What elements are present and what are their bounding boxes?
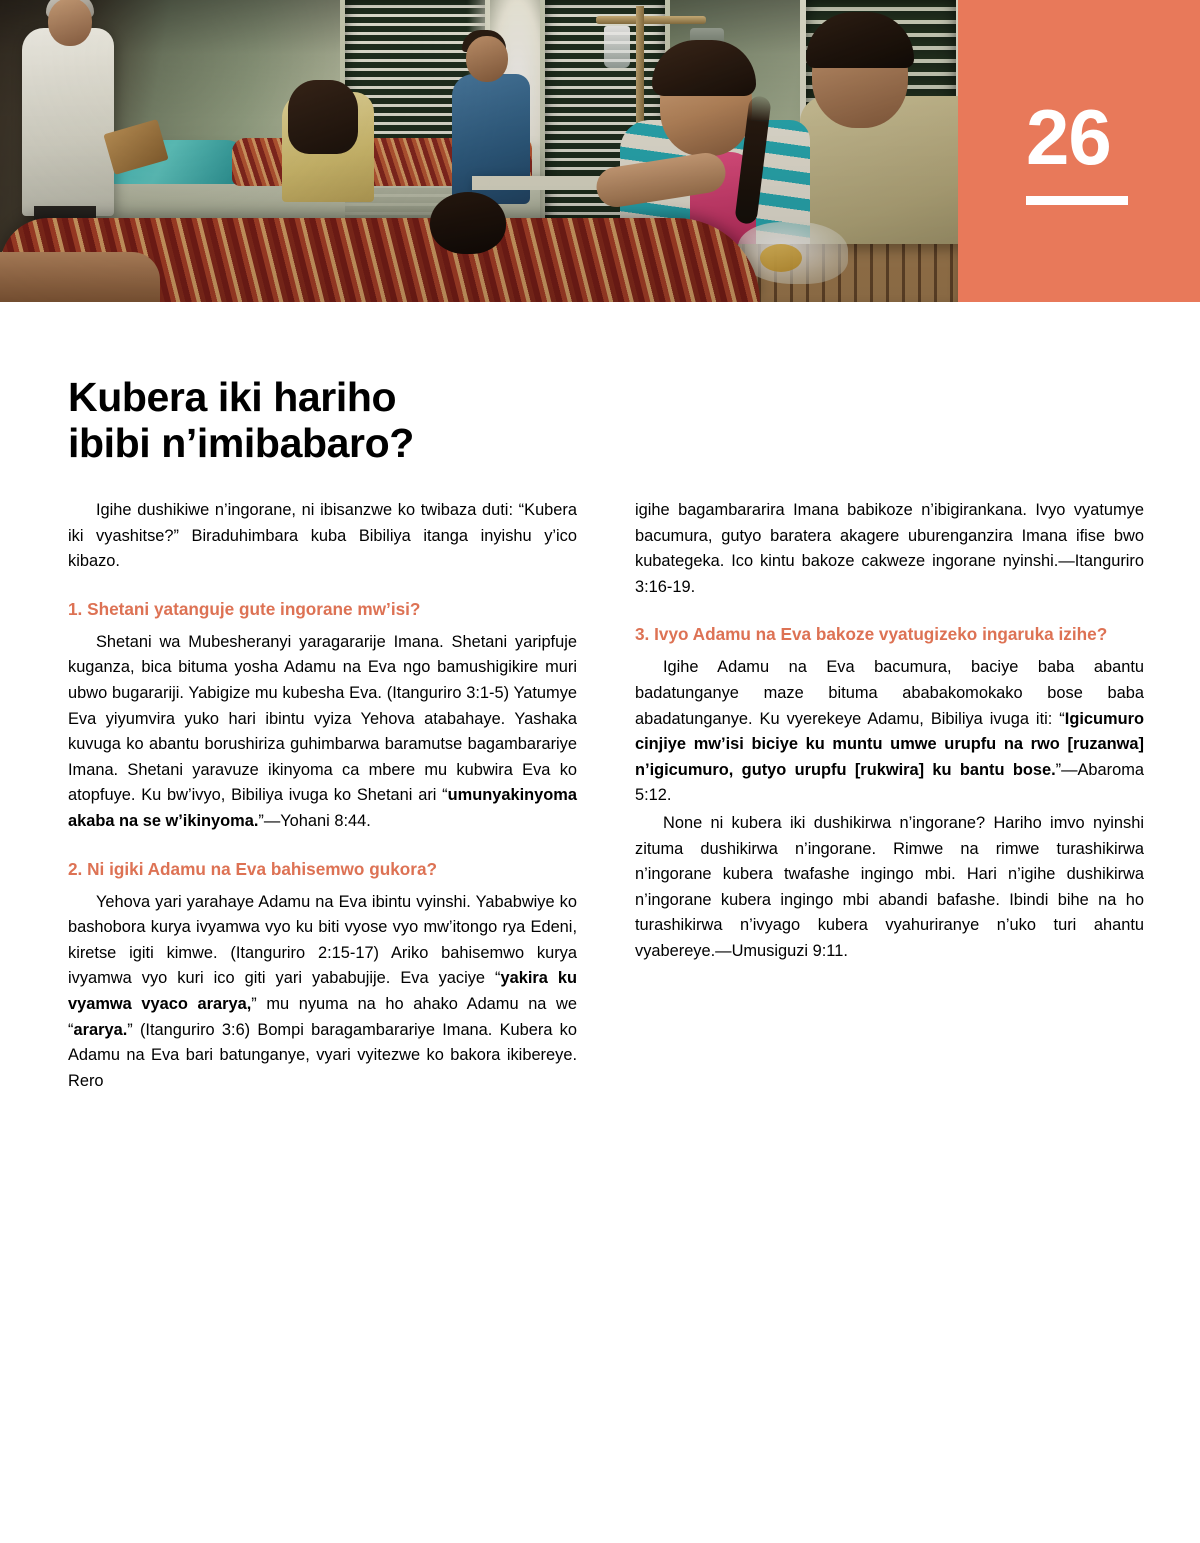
section-2-quote-2: ararya. xyxy=(73,1020,128,1039)
section-2-text-part-2: ” mu nyuma na ho ahako Adamu na we “ xyxy=(68,994,577,1039)
article-columns xyxy=(68,498,1144,1096)
section-1-scripture-quote: umunyakinyoma akaba na se w’ikinyoma. xyxy=(68,786,577,830)
page-title-line-2: ibibi n’imibabaro? xyxy=(68,420,414,467)
section-1-citation: ”—Yohani 8:44. xyxy=(258,811,371,830)
section-1-paragraph xyxy=(68,630,577,835)
section-2-quote-1: yakira ku vyamwa vyaco ararya, xyxy=(68,969,578,1013)
section-1-heading xyxy=(68,597,577,622)
section-3-number: 3. xyxy=(635,624,650,645)
section-2-continuation-paragraph: igihe bagambararira Imana babikoze n’ibigirankana. Ivyo vyatumye bacumura, gutyo baratera akagere uburenganzira Imana ifise bwo kubategeka. Ico kintu bakoze cakweze ingorane nyinshi.—Itanguriro 3:16-19. xyxy=(635,501,1144,596)
section-3-paragraph xyxy=(635,655,1144,809)
left-column xyxy=(68,498,577,1096)
section-3-citation: ”—Abaroma 5:12. xyxy=(635,760,1144,805)
section-2-heading-text: Ni igiki Adamu na Eva bahisemwo gukora? xyxy=(87,858,438,879)
section-2-paragraph xyxy=(68,890,577,1095)
section-2-heading xyxy=(68,857,577,882)
page-number-badge xyxy=(958,0,1200,302)
section-3-closing-paragraph: None ni kubera iki dushikirwa n’ingorane? Hariho imvo nyinshi zituma dushikirwa n’ingorane. Rimwe na rimwe turashikirwa n’ingorane kubera twafashe ingingo mbi. Hari n’igihe dushikirwa n’ingorane kubera ingingo mbi abandi bafashe. Ibindi bihe na ho turashikirwa n’ivyago kubera vyahuriranye n’uko turi ahantu vyabereye.—Umusiguzi 9:11. xyxy=(635,813,1144,960)
section-3-heading xyxy=(635,622,1144,647)
section-3-heading-text-line-2: ingaruka izihe? xyxy=(982,624,1108,645)
section-1-heading-text: Shetani yatanguje gute ingorane mw’isi? xyxy=(87,598,421,619)
section-2-text-part-1: Yehova yari yarahaye Adamu na Eva ibintu vyinshi. Yababwiye ko bashobora kurya ivyamwa vyo ku biti vyose vyo mw’itongo rya Edeni, kiretse igiti kimwe. (Itanguriro 2:15-17) Ariko bahisemwo kurya ivyamwa vyo kuri ico giti yari yababujije. Eva yaciye “ xyxy=(68,892,577,988)
section-1-number: 1. xyxy=(68,598,83,619)
page-title-line-1: Kubera iki hariho xyxy=(68,374,397,421)
section-1-text-before-quote: Shetani wa Mubesheranyi yaragararije Imana. Shetani yaripfuje kuganza, bica bituma yosha Adamu na Eva ngo bamushigikire muri ubwo bugarariji. Yabigize mu kubesha Eva. (Itanguriro 3:1-5) Yatumye Eva yiyumvira yuko hari ibintu vyiza Yehova atabahaye. Yashaka kuvuga ko abantu borushiriza guhimbarwa baramutse bagambarariye Imana. Shetani yaravuze ikinyoma ca mbere mu kubwira Eva ko atopfuye. Ku bw’ivyo, Bibiliya ivuga ko Shetani ari “ xyxy=(68,632,577,805)
section-3-scripture-quote: Igicumuro cinjiye mw’isi biciye ku muntu umwe urupfu na rwo [ruzanwa] n’igicumuro, gutyo urupfu [rukwira] ku bantu bose. xyxy=(635,709,1144,779)
section-2-text-part-3: ” (Itanguriro 3:6) Bompi baragambarariye Imana. Kubera ko Adamu na Eva bari batunganye, vyari vyitezwe ko bakora ikibereye. Rero xyxy=(68,1020,577,1090)
intro-paragraph: Igihe dushikiwe n’ingorane, ni ibisanzwe ko twibaza duti: “Kubera iki vyashitse?” Biraduhimbara kuba Bibiliya itanga inyishu y’ico kibazo. xyxy=(68,501,577,571)
hospital-ward-photo xyxy=(0,0,958,302)
page-number: 26 xyxy=(1026,93,1111,181)
page-number-underline-rule xyxy=(1026,196,1128,205)
photo-color-grade-overlay xyxy=(0,0,958,302)
page-banner xyxy=(0,0,1200,302)
right-column xyxy=(635,498,1144,1096)
section-3-heading-text-line-1: Ivyo Adamu na Eva bakoze vyatugizeko xyxy=(654,624,978,645)
section-3-text-before-quote: Igihe Adamu na Eva bacumura, baciye baba abantu badatunganye maze bituma ababakomokako bose baba abadatunganye. Ku vyerekeye Adamu, Bibiliya ivuga iti: “ xyxy=(635,658,1144,728)
page-title xyxy=(68,375,688,467)
section-2-number: 2. xyxy=(68,858,83,879)
